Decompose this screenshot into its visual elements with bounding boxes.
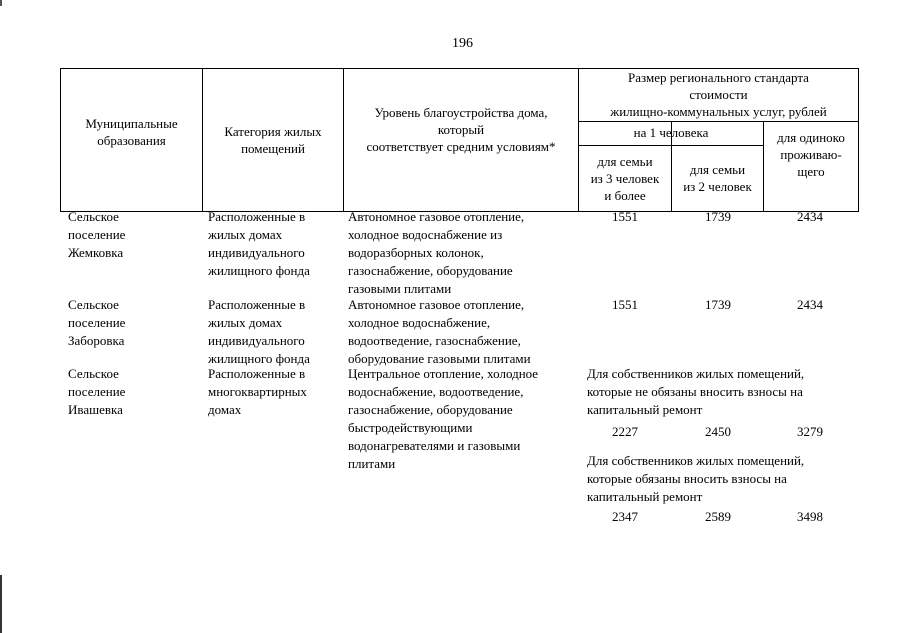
- text-line: быстродействующими: [348, 420, 473, 435]
- header-line: из 2 человек: [683, 179, 752, 194]
- header-line: соответствует средним условиям*: [366, 139, 556, 154]
- text-line: плитами: [348, 456, 396, 471]
- header-standard-size: [579, 69, 858, 120]
- text-line: Сельское: [68, 297, 119, 312]
- text-line: оборудование газовыми плитами: [348, 351, 531, 366]
- header-line: для семьи: [689, 162, 746, 177]
- row3-note1-value-family2: 2450: [705, 424, 731, 439]
- row3-category: [208, 365, 307, 419]
- text-line: жилищного фонда: [208, 351, 310, 366]
- text-line: поселение: [68, 315, 126, 330]
- text-line: Сельское: [68, 209, 119, 224]
- header-line: для семьи: [597, 154, 653, 169]
- text-line: домах: [208, 402, 242, 417]
- text-line: Для собственников жилых помещений,: [587, 366, 805, 381]
- header-line: для одиноко: [777, 130, 845, 145]
- row1-municipality: [68, 208, 125, 262]
- text-line: водоотведение, газоснабжение,: [348, 333, 521, 348]
- text-line: газоснабжение, оборудование: [348, 402, 513, 417]
- header-per-person: на 1 человека: [633, 125, 709, 140]
- row1-value-family3: 1551: [612, 209, 638, 224]
- row2-municipality: [68, 296, 125, 350]
- header-line: жилищно-коммунальных услуг, рублей: [610, 104, 827, 119]
- text-line: Расположенные в: [208, 209, 306, 224]
- text-line: Заборовка: [68, 333, 125, 348]
- text-line: холодное водоснабжение,: [348, 315, 491, 330]
- row2-amenities: [348, 296, 531, 368]
- header-single: [764, 129, 858, 180]
- header-line: Муниципальные: [85, 116, 178, 131]
- row1-value-single: 2434: [797, 209, 823, 224]
- text-line: многоквартирных: [208, 384, 307, 399]
- scan-edge-mark: [0, 0, 2, 6]
- row3-note2-value-family2: 2589: [705, 509, 731, 524]
- text-line: газовыми плитами: [348, 281, 452, 296]
- row3-note1-value-single: 3279: [797, 424, 823, 439]
- text-line: Сельское: [68, 366, 119, 381]
- row3-note-1: [587, 365, 804, 419]
- text-line: Жемковка: [68, 245, 124, 260]
- header-line: проживаю-: [780, 147, 842, 162]
- header-line: помещений: [241, 141, 305, 156]
- header-line: из 3 человек: [590, 171, 660, 186]
- text-line: которые обязаны вносить взносы на: [587, 471, 787, 486]
- header-category: [203, 123, 343, 157]
- text-line: Расположенные в: [208, 297, 306, 312]
- header-line: Уровень благоустройства дома,: [374, 105, 548, 120]
- text-line: Центральное отопление, холодное: [348, 366, 539, 381]
- header-line: стоимости: [689, 87, 748, 102]
- text-line: индивидуального: [208, 245, 305, 260]
- text-line: жилых домах: [208, 227, 283, 242]
- header-line: Категория жилых: [224, 124, 322, 139]
- text-line: капитальный ремонт: [587, 489, 703, 504]
- row1-amenities: [348, 208, 524, 298]
- header-line: и более: [604, 188, 646, 203]
- text-line: индивидуального: [208, 333, 305, 348]
- table-header: [60, 68, 859, 212]
- scan-edge-mark: [0, 575, 2, 633]
- row3-note2-value-family3: 2347: [612, 509, 638, 524]
- text-line: Автономное газовое отопление,: [348, 209, 525, 224]
- text-line: водонагревателями и газовыми: [348, 438, 521, 453]
- row3-note-2: [587, 452, 804, 506]
- row3-amenities: [348, 365, 538, 473]
- row1-category: [208, 208, 310, 280]
- text-line: которые не обязаны вносить взносы на: [587, 384, 803, 399]
- text-line: Автономное газовое отопление,: [348, 297, 525, 312]
- header-line: щего: [797, 164, 825, 179]
- row2-value-family3: 1551: [612, 297, 638, 312]
- row3-municipality: [68, 365, 125, 419]
- text-line: Расположенные в: [208, 366, 306, 381]
- text-line: газоснабжение, оборудование: [348, 263, 513, 278]
- text-line: капитальный ремонт: [587, 402, 703, 417]
- text-line: Ивашевка: [68, 402, 123, 417]
- row3-note1-value-family3: 2227: [612, 424, 638, 439]
- header-amenities: [344, 104, 578, 155]
- header-family-2: [672, 161, 763, 195]
- header-family-3: [579, 153, 671, 204]
- text-line: водоснабжение, водоотведение,: [348, 384, 524, 399]
- header-municipalities: [61, 115, 202, 149]
- text-line: жилых домах: [208, 315, 283, 330]
- text-line: Для собственников жилых помещений,: [587, 453, 805, 468]
- row2-category: [208, 296, 310, 368]
- text-line: поселение: [68, 384, 126, 399]
- row3-note2-value-single: 3498: [797, 509, 823, 524]
- text-line: жилищного фонда: [208, 263, 310, 278]
- header-line: образования: [97, 133, 166, 148]
- row1-value-family2: 1739: [705, 209, 731, 224]
- row2-value-single: 2434: [797, 297, 823, 312]
- text-line: водоразборных колонок,: [348, 245, 484, 260]
- text-line: холодное водоснабжение из: [348, 227, 503, 242]
- row2-value-family2: 1739: [705, 297, 731, 312]
- text-line: поселение: [68, 227, 126, 242]
- header-line: Размер регионального стандарта: [628, 70, 809, 85]
- header-line: который: [437, 122, 485, 137]
- page-number: 196: [452, 36, 473, 51]
